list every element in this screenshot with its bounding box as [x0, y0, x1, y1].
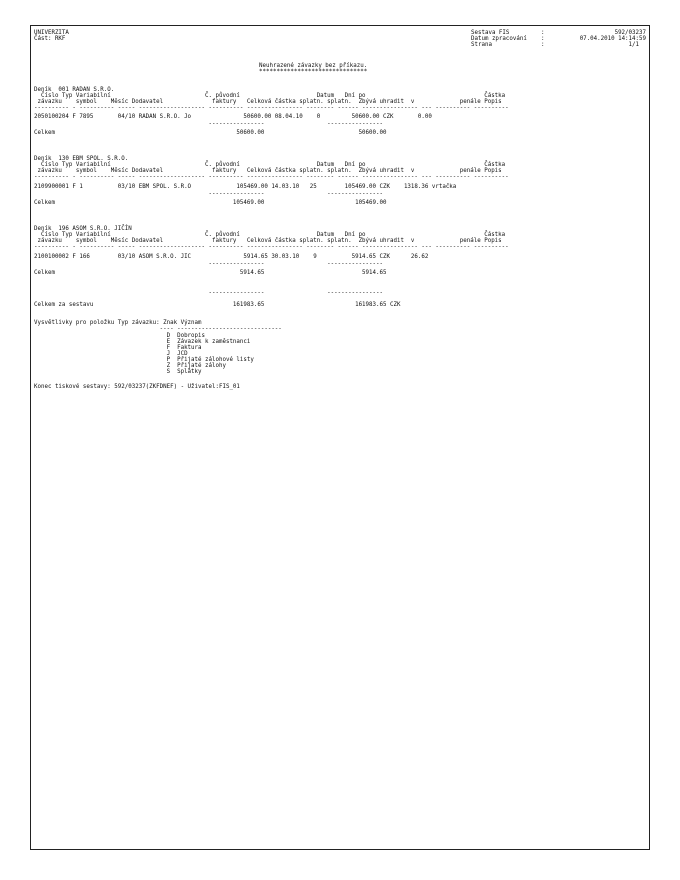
column-header-rule: ---------- - ---------- ----- ------------------- ---------- ---------------- -------- ------ ---------------- --- ---------- ----------: [34, 244, 509, 250]
org-name: UNIVERZITA: [34, 30, 69, 36]
journal-total: Celkem 5914.65 5914.65: [34, 270, 387, 276]
legend-item: E Závazek k zaměstnanci: [34, 339, 251, 345]
table-row: 2050100204 F 7895 04/10 RADAN S.R.O. Jo 50600.00 08.04.10 0 50600.00 CZK 0.00: [34, 114, 432, 120]
column-header-row2: závazku symbol Měsíc Dodavatel faktury Celková částka splatn. splatn. Zbývá uhradit v penále Popis: [34, 238, 502, 244]
column-header-row2: závazku symbol Měsíc Dodavatel faktury Celková částka splatn. splatn. Zbývá uhradit v penále Popis: [34, 168, 502, 174]
table-row: 2100100002 F 166 03/10 ASOM S.R.O. JIC 5914.65 30.03.10 9 5914.65 CZK 26.62: [34, 254, 429, 260]
subtotal-rule: ---------------- ----------------: [34, 191, 384, 197]
column-header-row2: závazku symbol Měsíc Dodavatel faktury Celková částka splatn. splatn. Zbývá uhradit v penále Popis: [34, 99, 502, 105]
legend-item: J JCD: [34, 351, 188, 357]
page-label: Strana: [471, 42, 492, 48]
legend-item: F Faktura: [34, 345, 202, 351]
journal-total: Celkem 50600.00 50600.00: [34, 130, 387, 136]
legend-item: P Přijaté zálohové listy: [34, 357, 254, 363]
column-header-row1: Číslo Typ Variabilní Č. původní Datum Dní po Částka: [34, 93, 506, 99]
legend-intro: Vysvětlivky pro položku Typ závazku: Znak Význam: [34, 320, 202, 326]
legend-item: D Dobropis: [34, 333, 206, 339]
report-sep: :: [541, 30, 545, 36]
report-title: Neuhrazené závazky bez příkazu.: [259, 63, 368, 69]
column-header-rule: ---------- - ---------- ----- ------------------- ---------- ---------------- -------- ------ ---------------- --- ---------- ----------: [34, 174, 509, 180]
report-page: [30, 25, 650, 850]
report-label: Sestava FIS: [471, 30, 510, 36]
processed-sep: :: [541, 36, 545, 42]
page-sep: :: [541, 42, 545, 48]
grand-total-rule: ---------------- ----------------: [34, 290, 384, 296]
journal-heading: Deník 130 EBM SPOL. S.R.O.: [34, 156, 129, 162]
journal-total: Celkem 105469.00 105469.00: [34, 200, 387, 206]
column-header-row1: Číslo Typ Variabilní Č. původní Datum Dní po Částka: [34, 232, 506, 238]
grand-total: Celkem za sestavu 161983.65 161983.65 CZK: [34, 302, 401, 308]
legend-rule: ---- ------------------------------: [34, 326, 282, 332]
section-label: Část: RKF: [34, 36, 66, 42]
report-number: 592/03237: [614, 30, 646, 36]
legend-item: Z Přijaté zálohy: [34, 363, 226, 369]
subtotal-rule: ---------------- ----------------: [34, 261, 384, 267]
column-header-row1: Číslo Typ Variabilní Č. původní Datum Dní po Částka: [34, 162, 506, 168]
journal-heading: Deník 001 RADAN S.R.O.: [34, 87, 115, 93]
legend-item: S Splátky: [34, 369, 202, 375]
processed-label: Datum zpracování: [471, 36, 527, 42]
report-footer: Konec tiskové sestavy: 592/03237(ZKFDNEF) - Uživatel:FIS_01: [34, 384, 240, 390]
column-header-rule: ---------- - ---------- ----- ------------------- ---------- ---------------- -------- ------ ---------------- --- ---------- ----------: [34, 105, 509, 111]
subtotal-rule: ---------------- ----------------: [34, 121, 384, 127]
page-number: 1/1: [628, 42, 639, 48]
report-title-underline: *******************************: [259, 69, 368, 75]
processed-datetime: 07.04.2010 14:14:59: [579, 36, 646, 42]
journal-heading: Deník 196 ASOM S.R.O. JIČÍN: [34, 226, 132, 232]
table-row: 2109900001 F 1 03/10 EBM SPOL. S.R.O 105469.00 14.03.10 25 105469.00 CZK 1318.36 vrtačka: [34, 184, 457, 190]
